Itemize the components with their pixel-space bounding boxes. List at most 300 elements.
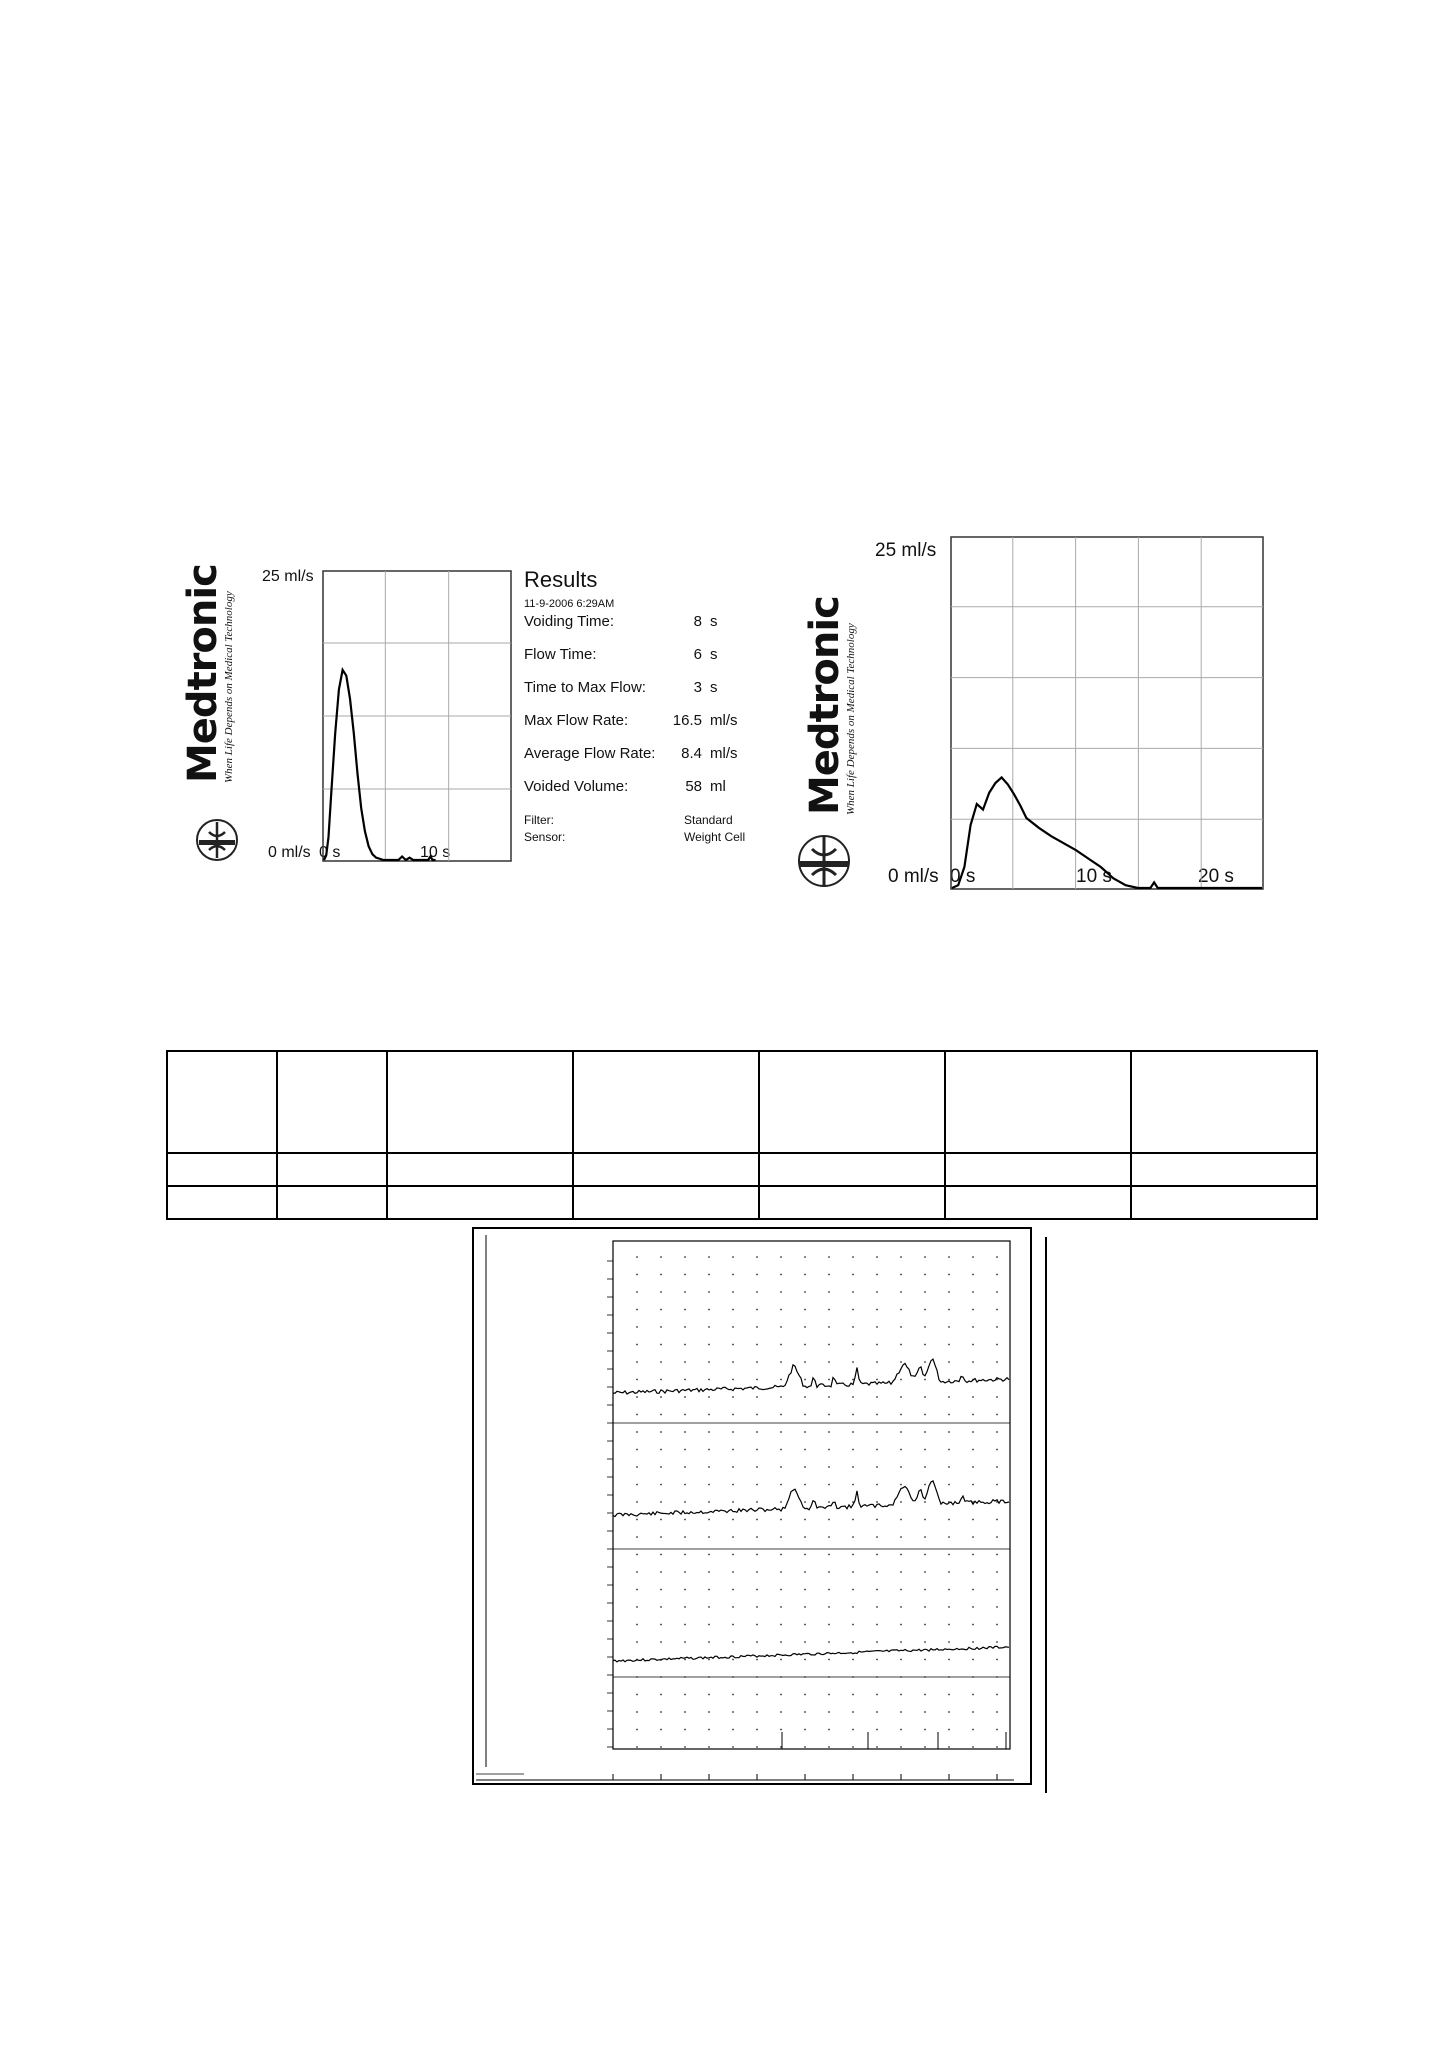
brand-logo-right: [802, 555, 857, 815]
grid-dot: [636, 1746, 638, 1748]
grid-dot: [948, 1291, 950, 1293]
grid-dot: [804, 1554, 806, 1556]
grid-dot: [828, 1711, 830, 1713]
grid-dot: [804, 1641, 806, 1643]
grid-dot: [684, 1484, 686, 1486]
grid-dot: [948, 1361, 950, 1363]
grid-dot: [732, 1361, 734, 1363]
grid-dot: [708, 1309, 710, 1311]
grid-dot: [852, 1729, 854, 1731]
grid-dot: [756, 1414, 758, 1416]
table-header-cell: [945, 1051, 1131, 1153]
grid-dot: [636, 1466, 638, 1468]
grid-dot: [852, 1484, 854, 1486]
grid-dot: [636, 1484, 638, 1486]
grid-dot: [972, 1606, 974, 1608]
grid-dot: [852, 1449, 854, 1451]
grid-dot: [828, 1676, 830, 1678]
grid-dot: [780, 1676, 782, 1678]
grid-dot: [756, 1571, 758, 1573]
grid-dot: [684, 1659, 686, 1661]
grid-dot: [732, 1431, 734, 1433]
grid-dot: [828, 1746, 830, 1748]
grid-dot: [804, 1694, 806, 1696]
grid-dot: [780, 1274, 782, 1276]
grid-dot: [780, 1484, 782, 1486]
grid-dot: [636, 1344, 638, 1346]
grid-dot: [684, 1536, 686, 1538]
grid-dot: [900, 1519, 902, 1521]
grid-dot: [636, 1431, 638, 1433]
grid-dot: [708, 1554, 710, 1556]
pressure-trace-1: [613, 1359, 1009, 1394]
grid-dot: [972, 1256, 974, 1258]
result-value: 58: [685, 778, 702, 795]
grid-dot: [900, 1589, 902, 1591]
grid-dot: [828, 1641, 830, 1643]
table-cell: [759, 1153, 945, 1186]
grid-dot: [876, 1414, 878, 1416]
grid-dot: [828, 1624, 830, 1626]
grid-dot: [852, 1676, 854, 1678]
grid-dot: [636, 1641, 638, 1643]
grid-dot: [924, 1711, 926, 1713]
grid-dot: [948, 1589, 950, 1591]
grid-dot: [972, 1624, 974, 1626]
grid-dot: [684, 1729, 686, 1731]
grid-dot: [948, 1606, 950, 1608]
grid-dot: [900, 1361, 902, 1363]
grid-dot: [660, 1326, 662, 1328]
grid-dot: [900, 1344, 902, 1346]
table-header-cell: [167, 1051, 277, 1153]
grid-dot: [996, 1344, 998, 1346]
grid-dot: [732, 1536, 734, 1538]
grid-dot: [756, 1431, 758, 1433]
flow-chart-right: [950, 536, 1264, 890]
grid-dot: [732, 1711, 734, 1713]
grid-dot: [804, 1729, 806, 1731]
grid-dot: [876, 1396, 878, 1398]
grid-dot: [876, 1571, 878, 1573]
grid-dot: [852, 1659, 854, 1661]
table-header-cell: [573, 1051, 759, 1153]
grid-dot: [948, 1309, 950, 1311]
grid-dot: [996, 1414, 998, 1416]
grid-dot: [684, 1414, 686, 1416]
grid-dot: [684, 1606, 686, 1608]
grid-dot: [876, 1729, 878, 1731]
grid-dot: [900, 1326, 902, 1328]
grid-dot: [804, 1659, 806, 1661]
brand-logo-left: [180, 523, 235, 783]
grid-dot: [972, 1449, 974, 1451]
grid-dot: [636, 1414, 638, 1416]
grid-dot: [852, 1309, 854, 1311]
grid-dot: [636, 1501, 638, 1503]
grid-dot: [948, 1746, 950, 1748]
grid-dot: [660, 1606, 662, 1608]
grid-dot: [972, 1396, 974, 1398]
grid-dot: [972, 1414, 974, 1416]
grid-dot: [708, 1466, 710, 1468]
grid-dot: [636, 1711, 638, 1713]
grid-dot: [828, 1361, 830, 1363]
grid-dot: [636, 1256, 638, 1258]
grid-dot: [804, 1256, 806, 1258]
grid-dot: [780, 1571, 782, 1573]
grid-dot: [996, 1589, 998, 1591]
result-row: [524, 745, 754, 765]
grid-dot: [756, 1449, 758, 1451]
grid-dot: [924, 1466, 926, 1468]
grid-dot: [828, 1729, 830, 1731]
grid-dot: [900, 1414, 902, 1416]
result-label: Voiding Time:: [524, 613, 615, 630]
grid-dot: [828, 1484, 830, 1486]
grid-dot: [924, 1501, 926, 1503]
table-cell: [945, 1186, 1131, 1219]
grid-dot: [828, 1554, 830, 1556]
grid-dot: [876, 1659, 878, 1661]
grid-dot: [708, 1379, 710, 1381]
grid-dot: [948, 1256, 950, 1258]
grid-dot: [732, 1449, 734, 1451]
grid-dot: [708, 1274, 710, 1276]
table-row: [167, 1153, 1317, 1186]
table-cell: [277, 1186, 387, 1219]
grid-dot: [996, 1449, 998, 1451]
grid-dot: [804, 1344, 806, 1346]
grid-dot: [900, 1449, 902, 1451]
grid-dot: [900, 1554, 902, 1556]
grid-dot: [828, 1606, 830, 1608]
grid-dot: [780, 1396, 782, 1398]
grid-dot: [756, 1641, 758, 1643]
grid-dot: [828, 1344, 830, 1346]
grid-dot: [948, 1641, 950, 1643]
grid-dot: [780, 1694, 782, 1696]
grid-dot: [636, 1536, 638, 1538]
grid-dot: [804, 1536, 806, 1538]
grid-dot: [684, 1571, 686, 1573]
grid-dot: [660, 1414, 662, 1416]
right-chart-y-top-label: 25 ml/s: [875, 540, 937, 561]
grid-dot: [756, 1326, 758, 1328]
grid-dot: [732, 1256, 734, 1258]
trace-plot-border: [613, 1241, 1010, 1749]
grid-dot: [636, 1606, 638, 1608]
grid-dot: [732, 1396, 734, 1398]
grid-dot: [780, 1414, 782, 1416]
pressure-trace-2: [613, 1481, 1009, 1517]
grid-dot: [996, 1676, 998, 1678]
grid-dot: [756, 1554, 758, 1556]
grid-dot: [756, 1309, 758, 1311]
grid-dot: [636, 1396, 638, 1398]
grid-dot: [924, 1274, 926, 1276]
grid-dot: [852, 1536, 854, 1538]
grid-dot: [684, 1379, 686, 1381]
grid-dot: [660, 1431, 662, 1433]
grid-dot: [900, 1606, 902, 1608]
grid-dot: [660, 1466, 662, 1468]
grid-dot: [972, 1536, 974, 1538]
table-header-cell: [759, 1051, 945, 1153]
result-label: Flow Time:: [524, 646, 597, 663]
grid-dot: [708, 1641, 710, 1643]
grid-dot: [684, 1256, 686, 1258]
grid-dot: [732, 1589, 734, 1591]
grid-dot: [684, 1326, 686, 1328]
grid-dot: [708, 1711, 710, 1713]
grid-dot: [684, 1676, 686, 1678]
grid-dot: [780, 1606, 782, 1608]
grid-dot: [804, 1571, 806, 1573]
grid-dot: [636, 1676, 638, 1678]
table-cell: [387, 1153, 573, 1186]
left-chart-y-top-label: 25 ml/s: [262, 568, 314, 585]
grid-dot: [804, 1519, 806, 1521]
grid-dot: [660, 1274, 662, 1276]
grid-dot: [996, 1641, 998, 1643]
grid-dot: [924, 1729, 926, 1731]
grid-dot: [660, 1694, 662, 1696]
grid-dot: [756, 1291, 758, 1293]
grid-dot: [852, 1326, 854, 1328]
grid-dot: [684, 1641, 686, 1643]
grid-dot: [996, 1606, 998, 1608]
grid-dot: [852, 1291, 854, 1293]
result-value: 8.4: [681, 745, 702, 762]
grid-dot: [636, 1729, 638, 1731]
grid-dot: [828, 1589, 830, 1591]
grid-dot: [708, 1449, 710, 1451]
grid-dot: [636, 1554, 638, 1556]
grid-dot: [852, 1519, 854, 1521]
table-cell: [167, 1186, 277, 1219]
grid-dot: [828, 1449, 830, 1451]
grid-dot: [924, 1624, 926, 1626]
grid-dot: [732, 1484, 734, 1486]
grid-dot: [828, 1309, 830, 1311]
grid-dot: [924, 1396, 926, 1398]
grid-dot: [876, 1746, 878, 1748]
grid-dot: [780, 1361, 782, 1363]
grid-dot: [732, 1641, 734, 1643]
grid-dot: [996, 1484, 998, 1486]
grid-dot: [804, 1484, 806, 1486]
grid-dot: [636, 1449, 638, 1451]
result-row: [524, 778, 754, 798]
grid-dot: [948, 1484, 950, 1486]
grid-dot: [636, 1291, 638, 1293]
grid-dot: [828, 1274, 830, 1276]
grid-dot: [876, 1466, 878, 1468]
grid-dot: [900, 1379, 902, 1381]
grid-dot: [948, 1519, 950, 1521]
grid-dot: [708, 1431, 710, 1433]
grid-dot: [900, 1571, 902, 1573]
result-value: 8: [693, 613, 702, 630]
table-row: [167, 1186, 1317, 1219]
grid-dot: [732, 1379, 734, 1381]
right-chart-x-tick-label: 20 s: [1198, 866, 1234, 887]
table-cell: [573, 1153, 759, 1186]
grid-dot: [708, 1519, 710, 1521]
grid-dot: [852, 1711, 854, 1713]
left-chart-y-bottom-label: 0 ml/s: [268, 844, 311, 861]
grid-dot: [780, 1431, 782, 1433]
grid-dot: [660, 1361, 662, 1363]
grid-dot: [972, 1589, 974, 1591]
grid-dot: [684, 1624, 686, 1626]
grid-dot: [804, 1501, 806, 1503]
grid-dot: [924, 1379, 926, 1381]
grid-dot: [876, 1291, 878, 1293]
grid-dot: [780, 1624, 782, 1626]
grid-dot: [828, 1571, 830, 1573]
grid-dot: [924, 1484, 926, 1486]
grid-dot: [732, 1501, 734, 1503]
table-header-cell: [387, 1051, 573, 1153]
grid-dot: [660, 1501, 662, 1503]
grid-dot: [948, 1379, 950, 1381]
right-chart-x-tick-label: 0 s: [950, 866, 976, 887]
grid-dot: [660, 1589, 662, 1591]
grid-dot: [804, 1309, 806, 1311]
grid-dot: [900, 1501, 902, 1503]
grid-dot: [828, 1326, 830, 1328]
table-header-row: [167, 1051, 1317, 1153]
grid-dot: [876, 1431, 878, 1433]
grid-dot: [660, 1344, 662, 1346]
grid-dot: [852, 1256, 854, 1258]
grid-dot: [636, 1571, 638, 1573]
flow-series-line: [324, 670, 436, 860]
results-datetime: 11-9-2006 6:29AM: [524, 598, 615, 610]
grid-dot: [660, 1449, 662, 1451]
grid-dot: [996, 1291, 998, 1293]
grid-dot: [924, 1519, 926, 1521]
grid-dot: [876, 1711, 878, 1713]
result-row: [524, 679, 754, 699]
grid-dot: [972, 1326, 974, 1328]
grid-dot: [900, 1536, 902, 1538]
flow-series-line: [952, 777, 1262, 888]
grid-dot: [972, 1711, 974, 1713]
grid-dot: [780, 1501, 782, 1503]
grid-dot: [900, 1466, 902, 1468]
grid-dot: [684, 1694, 686, 1696]
grid-dot: [972, 1431, 974, 1433]
grid-dot: [684, 1274, 686, 1276]
grid-dot: [996, 1624, 998, 1626]
grid-dot: [660, 1711, 662, 1713]
grid-dot: [708, 1484, 710, 1486]
grid-dot: [660, 1571, 662, 1573]
grid-dot: [780, 1344, 782, 1346]
right-chart-x-tick-label: 10 s: [1076, 866, 1112, 887]
grid-dot: [708, 1361, 710, 1363]
grid-dot: [876, 1309, 878, 1311]
grid-dot: [924, 1589, 926, 1591]
grid-dot: [732, 1694, 734, 1696]
grid-dot: [708, 1624, 710, 1626]
grid-dot: [876, 1641, 878, 1643]
grid-dot: [732, 1571, 734, 1573]
grid-dot: [804, 1291, 806, 1293]
grid-dot: [876, 1274, 878, 1276]
grid-dot: [780, 1519, 782, 1521]
grid-dot: [924, 1326, 926, 1328]
grid-dot: [732, 1606, 734, 1608]
grid-dot: [684, 1449, 686, 1451]
grid-dot: [708, 1326, 710, 1328]
grid-dot: [732, 1274, 734, 1276]
grid-dot: [948, 1729, 950, 1731]
grid-dot: [756, 1624, 758, 1626]
grid-dot: [924, 1256, 926, 1258]
grid-dot: [972, 1466, 974, 1468]
grid-dot: [684, 1519, 686, 1521]
grid-dot: [948, 1274, 950, 1276]
grid-dot: [660, 1641, 662, 1643]
grid-dot: [924, 1361, 926, 1363]
grid-dot: [732, 1729, 734, 1731]
grid-dot: [756, 1746, 758, 1748]
grid-dot: [804, 1274, 806, 1276]
grid-dot: [996, 1326, 998, 1328]
grid-dot: [804, 1361, 806, 1363]
grid-dot: [876, 1536, 878, 1538]
grid-dot: [924, 1414, 926, 1416]
grid-dot: [828, 1694, 830, 1696]
grid-dot: [972, 1291, 974, 1293]
grid-dot: [996, 1431, 998, 1433]
grid-dot: [948, 1536, 950, 1538]
grid-dot: [972, 1274, 974, 1276]
caduceus-emblem-icon: [796, 825, 852, 897]
grid-dot: [852, 1624, 854, 1626]
grid-dot: [780, 1309, 782, 1311]
grid-dot: [924, 1659, 926, 1661]
grid-dot: [900, 1431, 902, 1433]
grid-dot: [660, 1484, 662, 1486]
grid-dot: [756, 1676, 758, 1678]
grid-dot: [780, 1256, 782, 1258]
grid-dot: [660, 1379, 662, 1381]
grid-dot: [756, 1694, 758, 1696]
grid-dot: [780, 1449, 782, 1451]
grid-dot: [996, 1466, 998, 1468]
grid-dot: [852, 1571, 854, 1573]
grid-dot: [660, 1291, 662, 1293]
grid-dot: [756, 1484, 758, 1486]
grid-dot: [804, 1676, 806, 1678]
right-chart-y-bottom-label: 0 ml/s: [888, 866, 939, 887]
grid-dot: [924, 1431, 926, 1433]
grid-dot: [852, 1414, 854, 1416]
grid-dot: [948, 1449, 950, 1451]
grid-dot: [876, 1484, 878, 1486]
result-label: Time to Max Flow:: [524, 679, 646, 696]
grid-dot: [996, 1256, 998, 1258]
result-unit: s: [710, 679, 718, 696]
grid-dot: [708, 1501, 710, 1503]
grid-dot: [660, 1676, 662, 1678]
grid-dot: [636, 1309, 638, 1311]
